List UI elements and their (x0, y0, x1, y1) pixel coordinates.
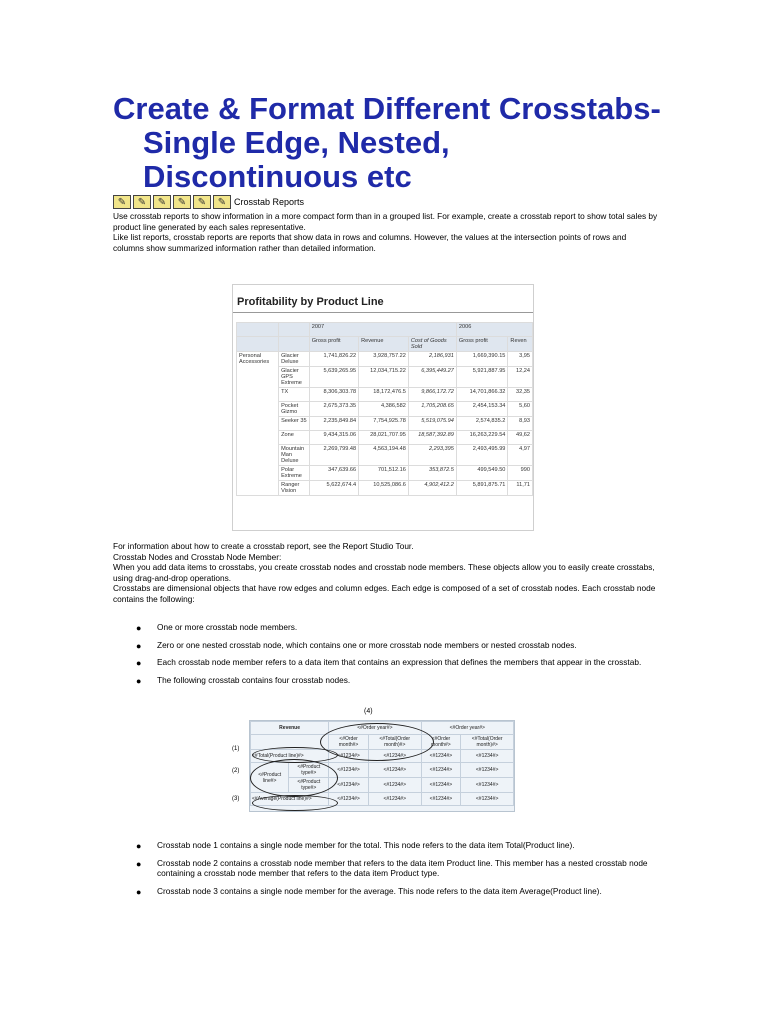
title-line-2: Single Edge, Nested, (143, 125, 450, 160)
value-cell: 347,639.66 (309, 466, 358, 481)
value-cell: 5,60 (508, 402, 533, 417)
corner-cell (279, 323, 310, 337)
product-cell: TX (279, 388, 310, 402)
value-cell: 16,263,229.54 (456, 431, 508, 445)
node-label-2: (2) (232, 768, 240, 774)
bullet-icon: ● (136, 886, 142, 897)
value-cell: <#1234#> (421, 793, 461, 806)
pencil-icon: ✎ (113, 195, 131, 209)
value-cell: 990 (508, 466, 533, 481)
intro-paragraph-2: Like list reports, crosstab reports are reports that show data in rows and columns. However, the values at the intersection points of rows and columns show summarized information rather than detailed information. (113, 232, 627, 253)
total-product-line-cell: <#Total(Product line)#> (251, 750, 329, 763)
list-item-text: Crosstab node 2 contains a crosstab node member that refers to the data item Product line. This member has a nested crosstab node containing a crosstab node member that refers to the data item Product type. (157, 857, 648, 878)
value-cell: 4,97 (508, 445, 533, 466)
value-cell: <#1234#> (368, 793, 421, 806)
column-header: Cost of Goods Sold (408, 337, 456, 352)
value-cell: 18,172,476.5 (359, 388, 409, 402)
total-order-month-cell: <#Total(Order month)#> (368, 735, 421, 750)
product-type-cell: <#Product type#> (289, 778, 329, 793)
bullet-list-1 (136, 622, 656, 692)
column-header: Revenue (359, 337, 409, 352)
figure-title: Profitability by Product Line (237, 296, 384, 308)
icon-row (113, 194, 304, 210)
year-header: 2007 (309, 323, 456, 337)
intro-paragraph-1: Use crosstab reports to show information in a more compact form than in a grouped list. For example, create a crosstab report to show total sales by product line generated by each sales representative. (113, 211, 658, 232)
value-cell: 2,186,931 (408, 352, 456, 367)
table-row (237, 466, 533, 481)
value-cell: 28,021,707.95 (359, 431, 409, 445)
product-cell: Pocket Gizmo (279, 402, 310, 417)
profitability-table (236, 322, 533, 496)
value-cell: <#1234#> (368, 750, 421, 763)
value-cell: 6,395,449.27 (408, 367, 456, 388)
value-cell: 14,701,866.32 (456, 388, 508, 402)
value-cell: 4,386,582 (359, 402, 409, 417)
value-cell: 1,705,208.65 (408, 402, 456, 417)
value-cell: 2,454,153.34 (456, 402, 508, 417)
value-cell: 5,921,887.95 (456, 367, 508, 388)
middle-paragraph-1: For information about how to create a crosstab report, see the Report Studio Tour. (113, 541, 414, 551)
value-cell: <#1234#> (329, 750, 369, 763)
average-product-line-cell: <#Average(Product line)#> (251, 793, 329, 806)
value-cell: <#1234#> (329, 793, 369, 806)
total-order-month-cell: <#Total(Order month)#> (461, 735, 514, 750)
corner-cell (237, 323, 279, 337)
value-cell: <#1234#> (421, 750, 461, 763)
crosstab-nodes-figure (232, 706, 518, 812)
column-header: Reven (508, 337, 533, 352)
value-cell: 701,512.16 (359, 466, 409, 481)
node-label-1: (1) (232, 746, 240, 752)
value-cell: 5,891,875.71 (456, 481, 508, 496)
value-cell: 1,741,826.22 (309, 352, 358, 367)
value-cell: <#1234#> (461, 793, 514, 806)
product-cell: Seeker 35 (279, 417, 310, 431)
corner-cell (279, 337, 310, 352)
value-cell: 5,622,674.4 (309, 481, 358, 496)
product-cell: Mountain Man Deluxe (279, 445, 310, 466)
list-item-text: One or more crosstab node members. (157, 622, 298, 632)
value-cell: <#1234#> (461, 778, 514, 793)
value-cell: 499,549.50 (456, 466, 508, 481)
list-item-text: Crosstab node 3 contains a single node member for the average. This node refers to the data item Average(Product line). (157, 885, 602, 896)
bullet-icon: ● (136, 841, 142, 851)
value-cell: <#1234#> (421, 778, 461, 793)
bullet-icon: ● (136, 658, 142, 668)
value-cell: 12,034,715.22 (359, 367, 409, 388)
bullet-icon: ● (136, 675, 142, 686)
value-cell: <#1234#> (329, 778, 369, 793)
value-cell: 3,928,757.22 (359, 352, 409, 367)
value-cell: 5,519,075.94 (408, 417, 456, 431)
product-type-cell: <#Product type#> (289, 763, 329, 778)
value-cell: 32,35 (508, 388, 533, 402)
year-header: 2006 (456, 323, 532, 337)
order-month-cell: <#Order month#> (421, 735, 461, 750)
node-2-oval (250, 759, 338, 797)
list-item (136, 675, 656, 686)
table-row (237, 481, 533, 496)
list-item (136, 622, 656, 633)
value-cell: 8,93 (508, 417, 533, 431)
list-item (136, 640, 656, 651)
product-cell: Zone (279, 431, 310, 445)
list-item-text: Crosstab node 1 contains a single node member for the total. This node refers to the data item Total(Product line). (157, 840, 575, 850)
list-item (136, 858, 656, 879)
value-cell: 12,24 (508, 367, 533, 388)
document-title (113, 92, 733, 194)
measure-cell: Revenue (251, 722, 329, 735)
value-cell: 4,563,194.48 (359, 445, 409, 466)
table-row (237, 417, 533, 431)
value-cell: 8,306,303.78 (309, 388, 358, 402)
node-label-4: (4) (364, 708, 373, 715)
table-row (237, 367, 533, 388)
node-3-oval (252, 795, 338, 811)
list-item-text: The following crosstab contains four crosstab nodes. (157, 674, 351, 685)
product-line-cell: <#Product line#> (251, 763, 289, 793)
value-cell: 2,574,835.2 (456, 417, 508, 431)
pencil-icon: ✎ (173, 195, 191, 209)
middle-text (113, 541, 658, 604)
title-line-3: Discontinuous etc (143, 159, 412, 194)
value-cell: 1,669,390.15 (456, 352, 508, 367)
value-cell: 2,269,799.48 (309, 445, 358, 466)
title-line-1: Create & Format Different Crosstabs- (113, 91, 661, 126)
bullet-list-2 (136, 840, 656, 903)
product-cell: Glacier Deluxe (279, 352, 310, 367)
product-cell: Polar Extreme (279, 466, 310, 481)
pencil-icon: ✎ (193, 195, 211, 209)
table-row (237, 388, 533, 402)
list-item-text: Zero or one nested crosstab node, which contains one or more crosstab node members or nested crosstab nodes. (157, 639, 577, 650)
section-label: Crosstab Reports (234, 197, 305, 207)
table-row (237, 352, 533, 367)
value-cell: 3,95 (508, 352, 533, 367)
value-cell: <#1234#> (461, 763, 514, 778)
table-row (237, 402, 533, 417)
value-cell: 2,493,495.99 (456, 445, 508, 466)
list-item (136, 657, 656, 668)
value-cell: 2,293,395 (408, 445, 456, 466)
middle-paragraph-3: When you add data items to crosstabs, you create crosstab nodes and crosstab node members. These objects allow you to easily create crosstabs, using drag-and-drop operations. (113, 562, 655, 583)
group-cell: Personal Accessories (237, 352, 279, 496)
pencil-icon: ✎ (153, 195, 171, 209)
value-cell: 10,525,086.6 (359, 481, 409, 496)
list-item (136, 886, 656, 897)
node-label-3: (3) (232, 796, 240, 802)
column-header: Gross profit (456, 337, 508, 352)
list-item-text: Each crosstab node member refers to a data item that contains an expression that defines the members that appear in the crosstab. (157, 657, 642, 667)
value-cell: 9,866,172.72 (408, 388, 456, 402)
value-cell: 2,675,373.35 (309, 402, 358, 417)
order-year-cell: <#Order year#> (421, 722, 513, 735)
value-cell: 7,754,925.78 (359, 417, 409, 431)
value-cell: <#1234#> (329, 763, 369, 778)
value-cell: <#1234#> (368, 778, 421, 793)
value-cell: 353,872.5 (408, 466, 456, 481)
column-header: Gross profit (309, 337, 358, 352)
profitability-figure (232, 284, 534, 531)
table-row (237, 431, 533, 445)
pencil-icon: ✎ (133, 195, 151, 209)
order-year-cell: <#Order year#> (329, 722, 421, 735)
product-cell: Ranger Vision (279, 481, 310, 496)
intro-text (113, 211, 658, 253)
value-cell: <#1234#> (421, 763, 461, 778)
value-cell: 11,71 (508, 481, 533, 496)
middle-paragraph-2: Crosstab Nodes and Crosstab Node Member: (113, 551, 282, 562)
order-month-cell: <#Order month#> (329, 735, 369, 750)
corner-cell (237, 337, 279, 352)
value-cell: 18,587,392.89 (408, 431, 456, 445)
value-cell: 49,62 (508, 431, 533, 445)
value-cell: 9,434,315.06 (309, 431, 358, 445)
value-cell: 4,902,412.2 (408, 481, 456, 496)
bullet-icon: ● (136, 640, 142, 651)
list-item (136, 840, 656, 851)
value-cell: 2,235,849.84 (309, 417, 358, 431)
crosstab-grid (249, 720, 515, 812)
value-cell: <#1234#> (368, 763, 421, 778)
figure-divider (233, 312, 533, 313)
pencil-icon: ✎ (213, 195, 231, 209)
middle-paragraph-4: Crosstabs are dimensional objects that have row edges and column edges. Each edge is composed of a set of crosstab nodes. Each crosstab node contains the following: (113, 583, 656, 604)
value-cell: <#1234#> (461, 750, 514, 763)
product-cell: Glacier GPS Extreme (279, 367, 310, 388)
bullet-icon: ● (136, 858, 142, 869)
bullet-icon: ● (136, 623, 142, 633)
table-row (237, 445, 533, 466)
value-cell: 5,639,265.95 (309, 367, 358, 388)
